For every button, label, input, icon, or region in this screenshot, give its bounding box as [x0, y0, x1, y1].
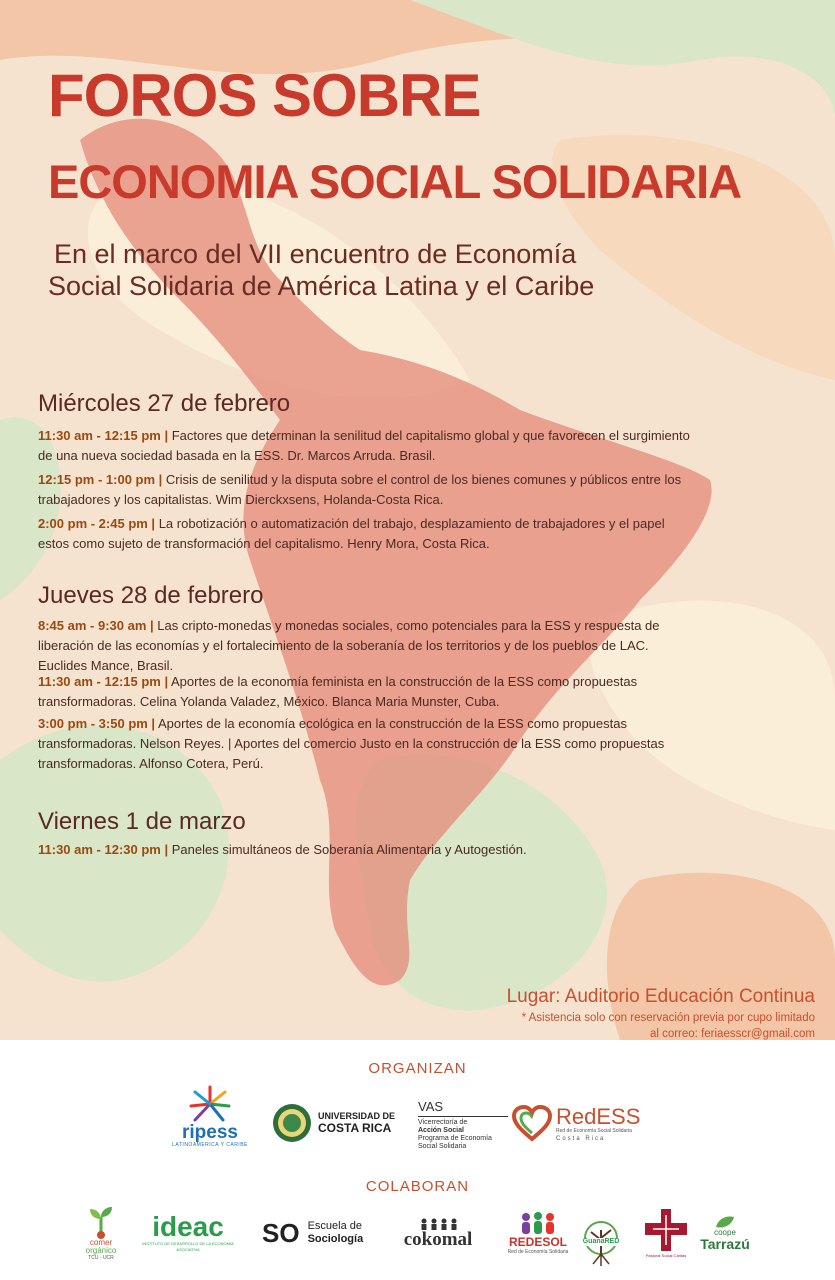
redess-logo: [512, 1102, 642, 1146]
event-text: Paneles simultáneos de Soberanía Alimentaria y Autogestión.: [171, 842, 527, 857]
guanared-logo: [576, 1200, 626, 1266]
sociologia-line1: Escuela de: [307, 1220, 363, 1232]
schedule-item: [38, 840, 698, 860]
event-time: 11:30 am - 12:30 pm |: [38, 842, 169, 857]
caritas-logo: [640, 1200, 692, 1266]
schedule-item: [38, 616, 698, 676]
ripess-name: ripess: [182, 1122, 238, 1143]
cokomal-name: cokomal: [403, 1229, 473, 1250]
subtitle-line2: Social Solidaria de América Latina y el Caribe: [48, 271, 595, 302]
vas-name: VAS: [418, 1100, 508, 1117]
schedule-item: [38, 426, 698, 466]
event-text: Las cripto-monedas y monedas sociales, como potenciales para la ESS y respuesta de liberación de las economías y el fortalecimiento de la soberanía de los territorios y de los pueblos de LAC. Euclides Mance, Brasil.: [38, 618, 660, 673]
organizan-heading: ORGANIZAN: [368, 1060, 467, 1077]
redesol-sub: Red de Economía Solidaria: [507, 1249, 569, 1255]
redess-heart-icon: [512, 1105, 552, 1143]
event-time: 8:45 am - 9:30 am |: [38, 618, 154, 633]
event-text: Factores que determinan la senilitud del capitalismo global y que favorecen el surgimiento de una nueva sociedad basada en la ESS. Dr. Marcos Arruda. Brasil.: [38, 428, 690, 463]
poster-title-line1: FOROS SOBRE: [48, 62, 481, 129]
vas-logo: [418, 1100, 508, 1151]
sprout-icon: [86, 1205, 116, 1239]
guanared-name: GuanaRED: [582, 1238, 620, 1245]
day-heading-viernes: Viernes 1 de marzo: [38, 808, 246, 835]
leaf-icon: [714, 1215, 736, 1229]
vas-line2: Acción Social: [418, 1127, 464, 1134]
comer-line2: orgánico: [85, 1246, 117, 1255]
day-heading-miercoles: Miércoles 27 de febrero: [38, 390, 291, 417]
comer-organico-logo: [78, 1198, 124, 1268]
coopetarrazu-logo: [694, 1208, 756, 1258]
ucr-line1: UNIVERSIDAD DE: [318, 1111, 396, 1121]
ideac-sub: INSTITUTO DE DESARROLLO DE LA ECONOMÍA ASOCIATIVA: [142, 1241, 234, 1252]
poster-subtitle: [48, 238, 594, 303]
tarrazu-line1: coope: [714, 1227, 736, 1237]
cokomal-logo: [388, 1214, 488, 1254]
redess-line2: Costa Rica: [556, 1135, 606, 1142]
schedule-item: [38, 714, 698, 774]
sponsors-footer: [0, 1040, 835, 1280]
vas-line3: Programa de Economía: [418, 1135, 492, 1142]
tarrazu-line2: Tarrazú: [700, 1235, 750, 1252]
reservation-note: [522, 1010, 815, 1042]
reservation-note-line1: * Asistencia solo con reservación previa por cupo limitado: [521, 1012, 815, 1024]
ripess-sub: LATINOAMERICA Y CARIBE: [172, 1142, 248, 1148]
redesol-name: REDESOL: [508, 1235, 567, 1249]
ucr-logo: [272, 1100, 396, 1146]
event-text: La robotización o automatización del trabajo, desplazamiento de trabajadores y el papel estos como sujeto de transformación del capitalismo. Henry Mora, Costa Rica.: [38, 516, 665, 551]
caritas-name: Pastoral Social Cáritas: [645, 1253, 687, 1258]
ucr-line2: COSTA RICA: [318, 1121, 392, 1135]
comer-line3: TCU - UCR: [88, 1255, 114, 1261]
reservation-email: al correo: feriaesscr@gmail.com: [649, 1028, 815, 1040]
vas-line4: Social Solidaria: [418, 1143, 467, 1150]
event-text: Crisis de senilitud y la disputa sobre el control de los bienes comunes y públicos entre los trabajadores y los capitalistas. Wim Dierckxsens, Holanda-Costa Rica.: [38, 472, 682, 507]
event-time: 2:00 pm - 2:45 pm |: [38, 516, 156, 531]
event-text: Aportes de la economía feminista en la construcción de la ESS como propuestas transformadoras. Celina Yolanda Valadez, México. Blanca Maria Munster, Cuba.: [38, 674, 638, 709]
event-text: Aportes de la economía ecológica en la construcción de la ESS como propuestas transformadoras. Nelson Reyes. | Aportes del comercio Justo en la construcción de la ESS como propuestas transformadoras. Alfonso Cotera, Perú.: [38, 716, 665, 771]
schedule-item: [38, 672, 698, 712]
ideac-name: ideac: [152, 1211, 224, 1242]
ripess-logo: [172, 1078, 248, 1154]
schedule-item: [38, 514, 698, 554]
redess-line1: Red de Economía Social Solidaria: [556, 1127, 632, 1134]
ideac-logo: [138, 1208, 238, 1258]
colaboran-heading: COLABORAN: [365, 1178, 470, 1195]
ucr-seal-icon: [272, 1103, 312, 1143]
venue-label: Lugar: Auditorio Educación Continua: [506, 986, 815, 1007]
event-time: 11:30 am - 12:15 pm |: [38, 674, 169, 689]
comer-line1: comer: [89, 1238, 113, 1247]
redesol-logo: [506, 1200, 570, 1266]
sociologia-mark: SO: [262, 1218, 300, 1248]
redesol-figures-icon: [516, 1211, 560, 1235]
day-heading-jueves: Jueves 28 de febrero: [38, 582, 264, 609]
poster-title-line2: ECONOMIA SOCIAL SOLIDARIA: [48, 155, 742, 208]
vas-line1: Vicerrectoría de: [418, 1119, 468, 1126]
event-time: 11:30 am - 12:15 pm |: [38, 428, 169, 443]
sociologia-line2: Sociología: [307, 1233, 364, 1245]
redess-name: RedESS: [556, 1103, 641, 1129]
event-time: 3:00 pm - 3:50 pm |: [38, 716, 156, 731]
cross-icon: [643, 1207, 689, 1253]
event-time: 12:15 pm - 1:00 pm |: [38, 472, 163, 487]
sociologia-logo: [262, 1216, 382, 1250]
schedule-item: [38, 470, 698, 510]
subtitle-line1: En el marco del VII encuentro de Economía: [54, 239, 577, 269]
ripess-burst-icon: [187, 1084, 233, 1124]
